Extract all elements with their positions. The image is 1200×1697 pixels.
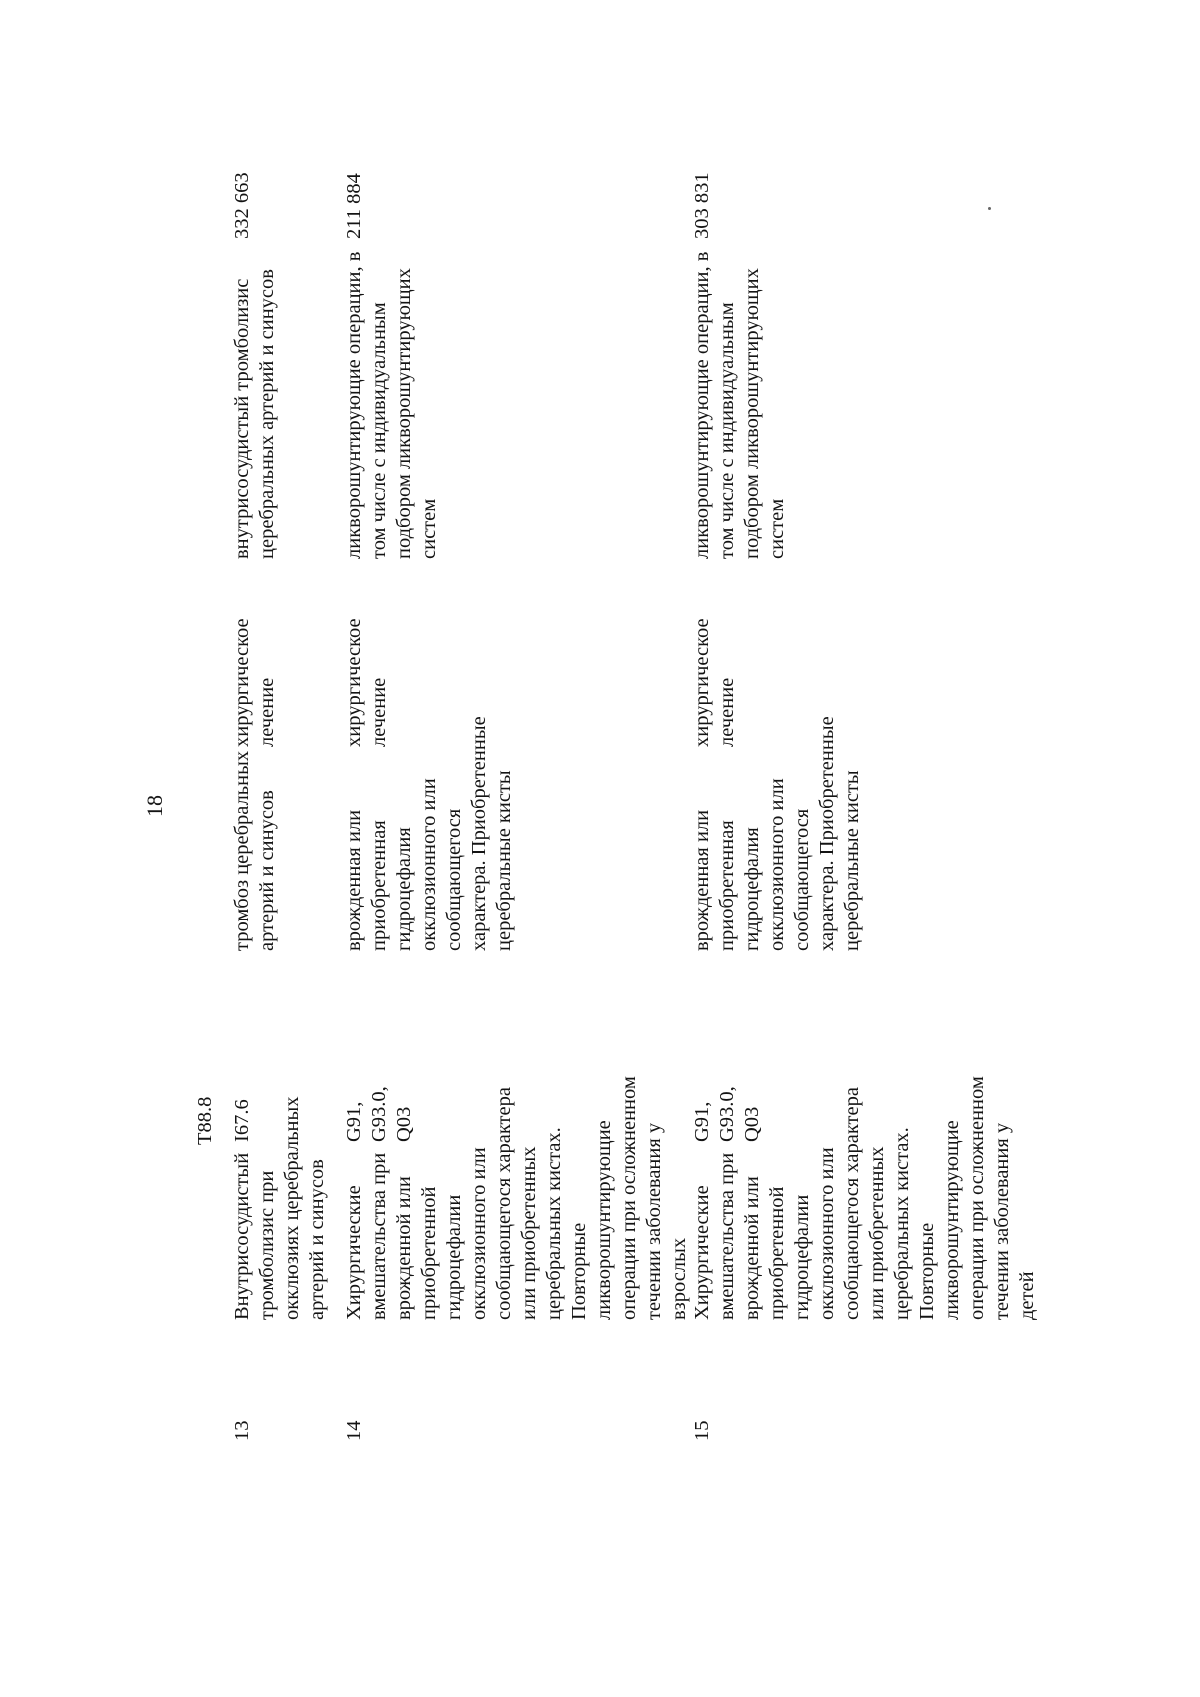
- icd-code: I67.6: [231, 1099, 253, 1142]
- cost-value: 211 884: [343, 173, 365, 239]
- page-number: 18: [142, 795, 167, 817]
- row-number: 15: [691, 1420, 713, 1441]
- cost-value: 303 831: [691, 172, 713, 239]
- header-code: T88.8: [194, 1096, 216, 1145]
- row-number: 13: [231, 1420, 253, 1441]
- scan-speck: [988, 207, 991, 210]
- cost-value: 332 663: [231, 172, 253, 239]
- rotated-page: 18 T88.8 13 Внутрисосудистый тромболизис при окклюзиях церебральных артерий и синусов I67.6 тромбоз церебральных артерий и синусов хирургическое лечение внутрисосудистый тромболизис церебральных артерий и синусов 332 663 14 Хирургические вмешательства при врожденной или приобретенной гидроцефалии окклюзионного или сообщающегося характера или приобретенных церебральных кистах. Повторные ликворошунтирующие операции при осложненном течении заболевания у взрослых G91, G93.0, Q03 врожденная или приобретенная гидроцефалия окклюзионного или сообщающегося характера. Приобретенные церебральные кисты хирургическое лечение ликворошунтирующие операции, в том числе с индивидуальным подбором ликворошунтирующих систем 211 884 15 Хирургические вмешательства при врожденной или приобретенной гидроцефалии окклюзионного или сообщающегося характера или приобретенных церебральных кистах. Повторные ликворошунтирующие операции при осложненном течении заболевания у детей G91, G93.0, Q03 врожденная или приобретенная гидроцефалия окклюзионного или сообщающегося характера. Приобретенные церебральные кисты хирургическое лечение ликворошунтирующие операции, в том числе с индивидуальным подбором ликворошунтирующих систем 303 831: [142, 172, 1038, 1441]
- row-number: 14: [343, 1420, 365, 1441]
